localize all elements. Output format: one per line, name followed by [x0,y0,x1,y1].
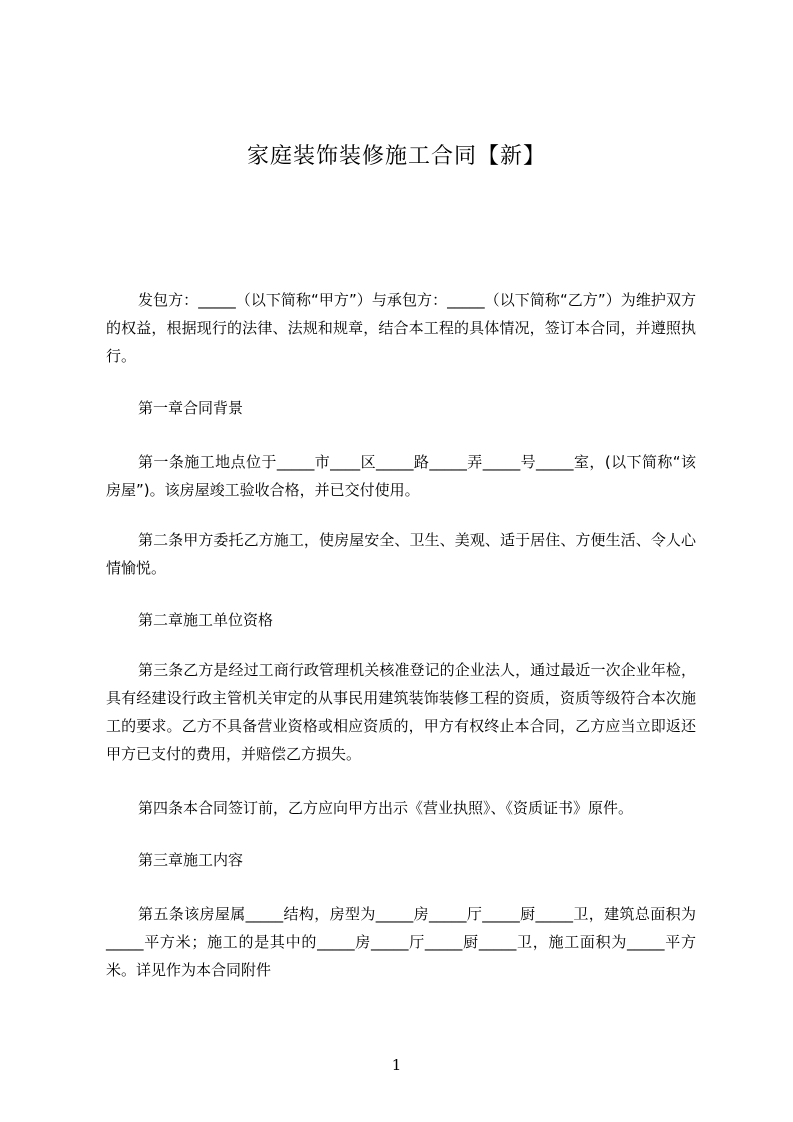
article-5-paragraph: 第五条该房屋属_____结构，房型为_____房_____厅_____厨_____卫，建筑总面积为_____平方米；施工的是其中的_____房_____厅_____厨_____卫，施工面积为_____平方米。详见作为本合同附件 [106,905,696,979]
chapter-2-heading: 第二章施工单位资格 [138,611,274,629]
intro-paragraph: 发包方：_____（以下简称“甲方”）与承包方：_____（以下简称“乙方”）为维护双方的权益，根据现行的法律、法规和规章，结合本工程的具体情况，签订本合同，并遵照执行。 [106,291,696,365]
article-2-paragraph: 第二条甲方委托乙方施工，使房屋安全、卫生、美观、适于居住、方便生活、令人心情愉悦。 [106,531,696,577]
page-number: 1 [391,1056,402,1074]
document-title: 家庭装饰装修施工合同【新】 [246,144,546,169]
article-1-paragraph: 第一条施工地点位于_____市____区_____路_____弄_____号_____室，(以下简称“该房屋”)。该房屋竣工验收合格，并已交付使用。 [106,453,696,499]
article-4-paragraph: 第四条本合同签订前，乙方应向甲方出示《营业执照》、《资质证书》原件。 [138,799,634,817]
chapter-1-heading: 第一章合同背景 [138,399,244,417]
article-3-paragraph: 第三条乙方是经过工商行政管理机关核准登记的企业法人，通过最近一次企业年检，具有经建设行政主管机关审定的从事民用建筑装饰装修工程的资质，资质等级符合本次施工的要求。乙方不具备营业资格或相应资质的，甲方有权终止本合同，乙方应当立即返还甲方已支付的费用，并赔偿乙方损失。 [106,661,696,763]
chapter-3-heading: 第三章施工内容 [138,851,244,869]
